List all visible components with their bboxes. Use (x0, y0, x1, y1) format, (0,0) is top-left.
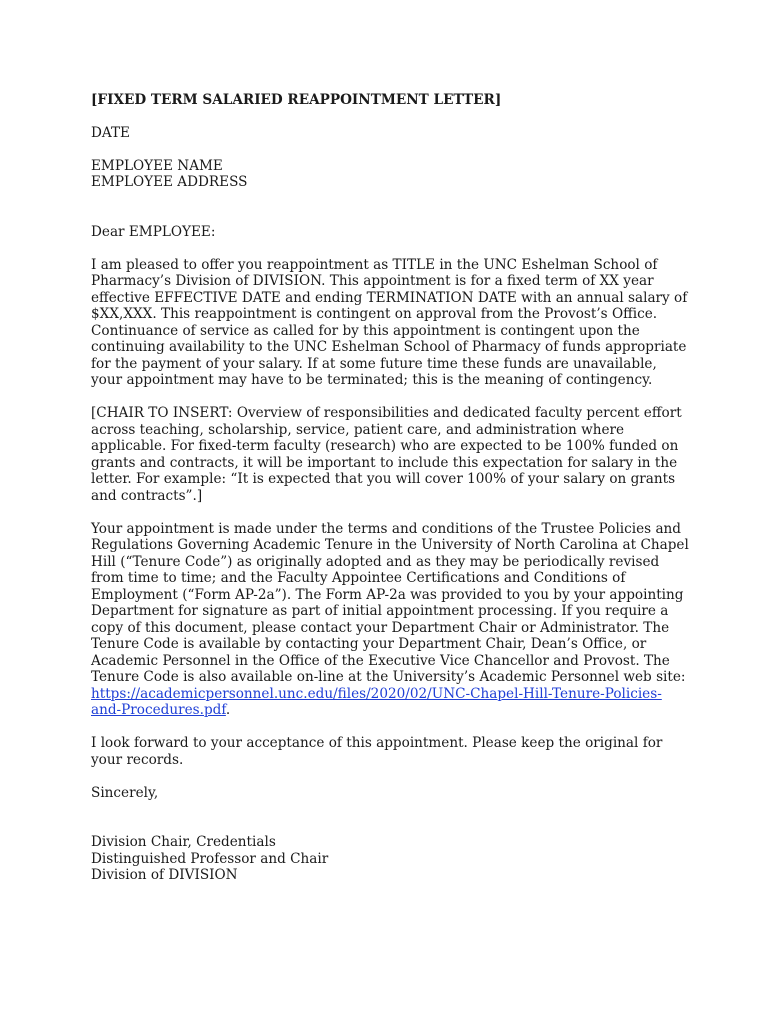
link-suffix: . (225, 702, 231, 718)
date-line: DATE (91, 124, 130, 141)
signer-title: Division Chair, Credentials (91, 834, 276, 850)
letter-title: [FIXED TERM SALARIED REAPPOINTMENT LETTER] (91, 92, 502, 108)
paragraph-reappointment: I am pleased to offer you reappointment as TITLE in the UNC Eshelman School of Pharmacy’s Division of DIVISION. This appointment is for a fixed term of XX year effective EFFECTIVE DATE and ending TERMINATION DATE with an annual salary of $XX,XXX. This reappointment is contingent on approval from the Provost’s Office. Continuance of service as called for by this appointment is contingent upon the continuing availability to the UNC Eshelman School of Pharmacy of funds appropriate for the payment of your salary. If at some future time these funds are unavailable, your appointment may have to be terminated; this is the meaning of contingency. (91, 256, 688, 388)
closing-line: Sincerely, (91, 784, 159, 801)
paragraph-terms (91, 521, 691, 719)
signer-position: Distinguished Professor and Chair (91, 850, 329, 867)
employee-address: EMPLOYEE ADDRESS (91, 174, 248, 190)
tenure-code-link[interactable]: https://academicpersonnel.unc.edu/files/2020/02/UNC-Chapel-Hill-Tenure-Policies-and-Procedures.pdf (91, 685, 662, 718)
terms-text: Your appointment is made under the terms and conditions of the Trustee Policies and Regulations Governing Academic Tenure in the University of North Carolina at Chapel Hill (“Tenure Code”) as originally adopted and as they may be periodically revised from time to time; and the Faculty Appointee Certifications and Conditions of Employment (“Form AP-2a”). The Form AP-2a was provided to you by your appointing Department for signature as part of initial appointment processing. If you require a copy of this document, please contact your Department Chair or Administrator. The Tenure Code is available by contacting your Department Chair, Dean’s Office, or Academic Personnel in the Office of the Executive Vice Chancellor and Provost. The Tenure Code is also available on-line at the University’s Academic Personnel web site: (91, 520, 689, 685)
paragraph-chair-insert: [CHAIR TO INSERT: Overview of responsibilities and dedicated faculty percent effort across teaching, scholarship, service, patient care, and administration where applicable. For fixed-term faculty (research) who are expected to be 100% funded on grants and contracts, it will be important to include this expectation for salary in the letter. For example: “It is expected that you will cover 100% of your salary on grants and contracts”.] (91, 405, 682, 504)
employee-name: EMPLOYEE NAME (91, 157, 223, 174)
salutation: Dear EMPLOYEE: (91, 223, 216, 240)
paragraph-closing-remarks: I look forward to your acceptance of this appointment. Please keep the original for your records. (91, 735, 663, 768)
letter-body (91, 92, 691, 884)
signer-division: Division of DIVISION (91, 867, 238, 883)
